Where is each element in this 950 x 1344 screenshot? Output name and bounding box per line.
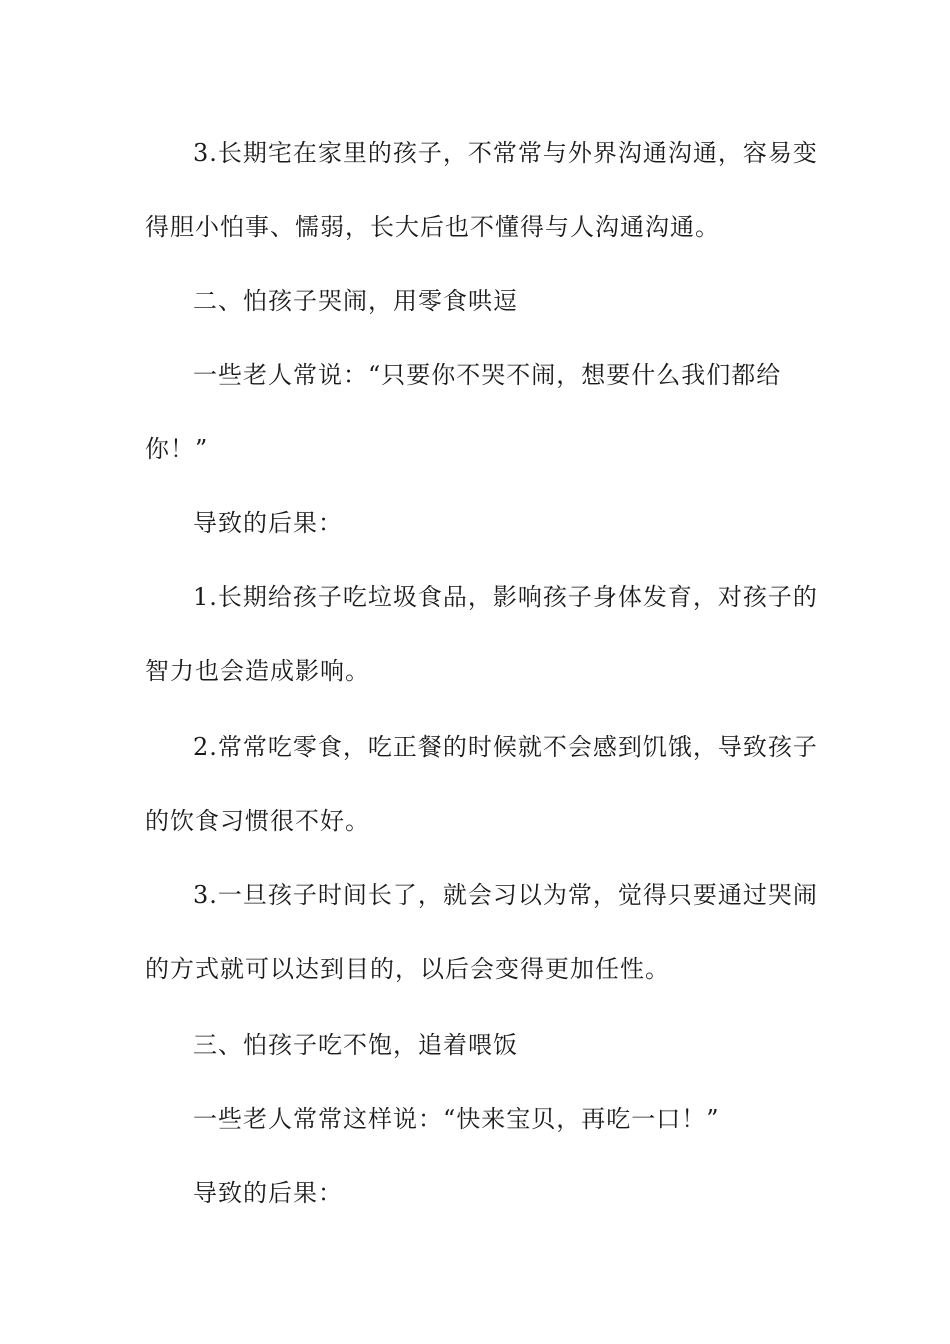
paragraph-line-10: 的饮食习惯很不好。 — [145, 807, 370, 835]
section-heading-2: 二、怕孩子哭闹，用零食哄逗 — [193, 287, 518, 315]
paragraph-line-4: 一些老人常说：“只要你不哭不闹，想要什么我们都给 — [193, 361, 782, 389]
consequence-heading-2: 导致的后果： — [193, 1179, 343, 1207]
paragraph-line-1: 3.长期宅在家里的孩子，不常常与外界沟通沟通，容易变 — [193, 139, 818, 167]
paragraph-line-5: 你！” — [145, 435, 209, 463]
consequence-heading: 导致的后果： — [193, 509, 343, 537]
section-heading-3: 三、怕孩子吃不饱，追着喂饭 — [193, 1031, 518, 1059]
paragraph-line-11: 3.一旦孩子时间长了，就会习以为常，觉得只要通过哭闹 — [193, 881, 818, 909]
paragraph-line-9: 2.常常吃零食，吃正餐的时候就不会感到饥饿，导致孩子 — [193, 733, 818, 761]
paragraph-line-12: 的方式就可以达到目的，以后会变得更加任性。 — [145, 955, 670, 983]
paragraph-line-14: 一些老人常常这样说：“快来宝贝，再吃一口！” — [193, 1105, 720, 1133]
paragraph-line-7: 1.长期给孩子吃垃圾食品，影响孩子身体发育，对孩子的 — [193, 583, 818, 611]
paragraph-line-2: 得胆小怕事、懦弱，长大后也不懂得与人沟通沟通。 — [145, 213, 720, 241]
paragraph-line-8: 智力也会造成影响。 — [145, 657, 370, 685]
